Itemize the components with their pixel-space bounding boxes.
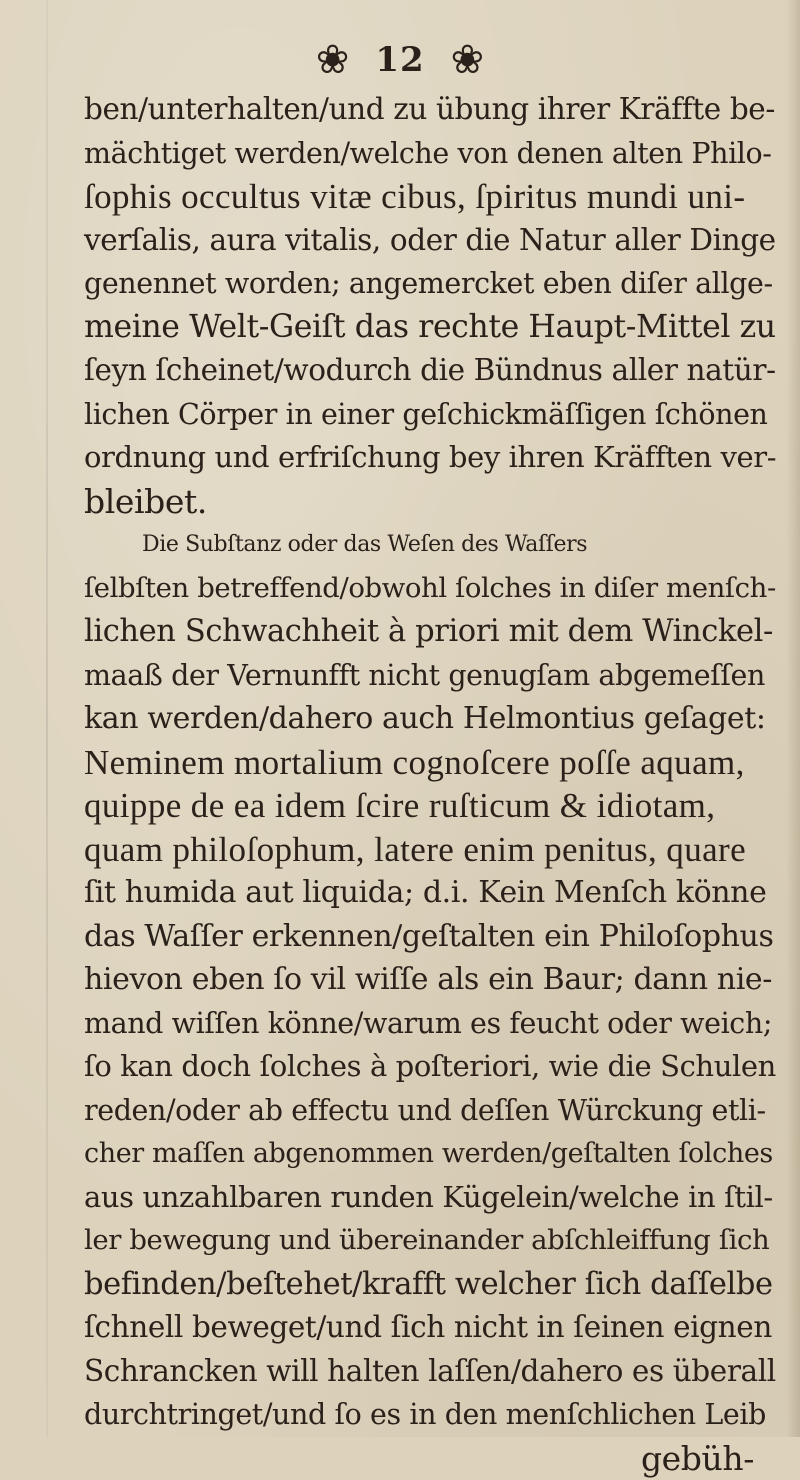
- text-line: ſit humida aut liquida; d.i. Kein Menſch könne: [84, 871, 774, 915]
- left-ornament-icon: ❀: [316, 40, 350, 80]
- catchword: gebüh-: [84, 1437, 774, 1480]
- text-line: ſeyn ſcheinet/wodurch die Bündnus aller natür-: [84, 349, 774, 393]
- text-line: lichen Cörper in einer geſchickmäſſigen ſchönen: [84, 393, 774, 437]
- text-line: ſchnell beweget/und ſich nicht in ſeinen eignen: [84, 1306, 774, 1350]
- text-line: cher maſſen abgenommen werden/geſtalten ſolches: [84, 1132, 774, 1176]
- text-line: das Waſſer erkennen/geſtalten ein Philoſophus: [84, 915, 774, 959]
- right-ornament-icon: ❀: [451, 40, 485, 80]
- text-line: reden/oder ab effectu und deſſen Würckung etli-: [84, 1089, 774, 1133]
- text-line: ſophis occultus vitæ cibus, ſpiritus mundi uni-: [84, 175, 774, 219]
- text-line: genennet worden; angemercket eben diſer allge-: [84, 262, 774, 306]
- text-line: ordnung und erfriſchung bey ihren Kräfften ver-: [84, 436, 774, 480]
- text-line: bleibet.: [84, 480, 774, 524]
- text-line: Neminem mortalium cognoſcere poſſe aquam,: [84, 741, 774, 785]
- text-line: aus unzahlbaren runden Kügelein/welche in ſtil-: [84, 1176, 774, 1220]
- text-line: verſalis, aura vitalis, oder die Natur aller Dinge: [84, 219, 774, 263]
- text-line: ler bewegung und übereinander abſchleiffung ſich: [84, 1219, 774, 1263]
- text-line: Schrancken will halten laſſen/dahero es überall: [84, 1350, 774, 1394]
- paragraph-start-line: Die Subſtanz oder das Weſen des Waſſers: [84, 523, 774, 567]
- text-line: meine Welt-Geiſt das rechte Haupt-Mittel zu: [84, 306, 774, 350]
- text-line: ſelbſten betreffend/obwohl ſolches in diſer menſch-: [84, 567, 774, 611]
- text-line: durchtringet/und ſo es in den menſchlichen Leib: [84, 1393, 774, 1437]
- text-line: kan werden/dahero auch Helmontius geſaget:: [84, 697, 774, 741]
- page-fold-shadow: [46, 0, 48, 1437]
- text-line: maaß der Vernunfft nicht genugſam abgemeſſen: [84, 654, 774, 698]
- text-line: mand wiſſen könne/warum es feucht oder weich;: [84, 1002, 774, 1046]
- page-edge-shadow: [786, 0, 800, 1437]
- page-number: 12: [375, 40, 424, 80]
- page-header: [0, 30, 800, 90]
- text-line: ben/unterhalten/und zu übung ihrer Kräffte be-: [84, 88, 774, 132]
- text-line: lichen Schwachheit à priori mit dem Winckel-: [84, 610, 774, 654]
- text-line: quam philoſophum, latere enim penitus, quare: [84, 828, 774, 872]
- text-line: mächtiget werden/welche von denen alten Philo-: [84, 132, 774, 176]
- text-line: hievon eben ſo vil wiſſe als ein Baur; dann nie-: [84, 958, 774, 1002]
- text-line: quippe de ea idem ſcire ruſticum & idiotam,: [84, 784, 774, 828]
- body-text: [84, 88, 774, 1480]
- text-line: ſo kan doch ſolches à poſteriori, wie die Schulen: [84, 1045, 774, 1089]
- text-line: befinden/beſtehet/krafft welcher ſich daſſelbe: [84, 1263, 774, 1307]
